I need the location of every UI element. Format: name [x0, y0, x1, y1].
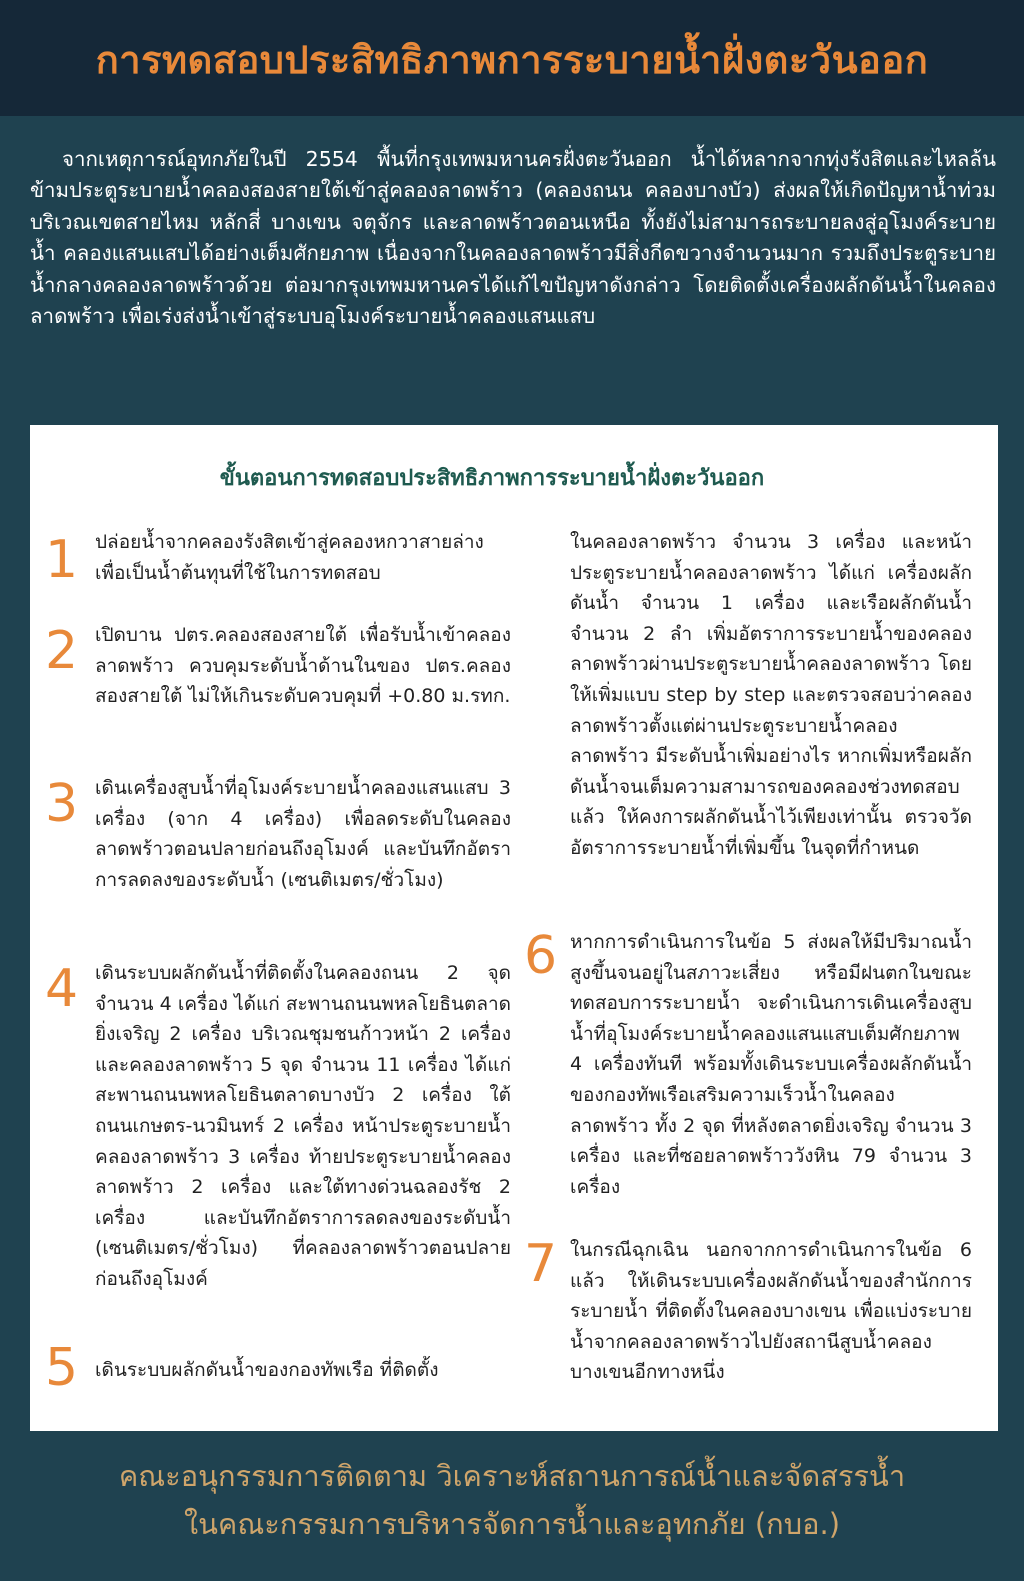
step-5-continued — [570, 527, 972, 864]
footer — [0, 1452, 1024, 1548]
step-1 — [45, 527, 511, 590]
step-2 — [45, 620, 511, 712]
step-7 — [524, 1234, 972, 1388]
panel-title: ขั้นตอนการทดสอบประสิทธิภาพการระบายน้ำฝั่งตะวันออก — [219, 466, 765, 491]
step-4 — [45, 958, 511, 1295]
step-text: ปล่อยน้ำจากคลองรังสิตเข้าสู่คลองหกวาสายล่าง เพื่อเป็นน้ำต้นทุนที่ใช้ในการทดสอบ — [95, 531, 484, 584]
step-number: 4 — [45, 959, 79, 1019]
footer-line-1: คณะอนุกรรมการติดตาม วิเคราะห์สถานการณ์น้ำและจัดสรรน้ำ — [118, 1459, 906, 1493]
page-title: การทดสอบประสิทธิภาพการระบายน้ำฝั่งตะวันออก — [95, 38, 929, 82]
step-text: หากการดำเนินการในข้อ 5 ส่งผลให้มีปริมาณน้ำสูงขึ้นจนอยู่ในสภาวะเสี่ยง หรือมีฝนตกในขณะทดสอบการระบายน้ำ จะดำเนินการเดินเครื่องสูบน้ำที่อุโมงค์ระบายน้ำคลองแสนแสบเต็มศักยภาพ 4 เครื่องทันที พร้อมทั้งเดินระบบเครื่องผลักดันน้ำของกองทัพเรือเสริมความเร็วน้ำในคลองลาดพร้าว ทั้ง 2 จุด ที่หลังตลาดยิ่งเจริญ จำนวน 3 เครื่อง และที่ซอยลาดพร้าววังหิน 79 จำนวน 3 เครื่อง — [570, 931, 972, 1198]
step-3 — [45, 773, 511, 895]
step-text: เดินเครื่องสูบน้ำที่อุโมงค์ระบายน้ำคลองแสนแสบ 3 เครื่อง (จาก 4 เครื่อง) เพื่อลดระดับในคลองลาดพร้าวตอนปลายก่อนถึงอุโมงค์ และบันทึกอัตราการลดลงของระดับน้ำ (เซนติเมตร/ชั่วโมง) — [95, 777, 511, 891]
step-number: 7 — [524, 1234, 558, 1294]
step-5 — [45, 1338, 511, 1398]
step-number: 2 — [45, 621, 79, 681]
step-text: ในคลองลาดพร้าว จำนวน 3 เครื่อง และหน้าประตูระบายน้ำคลองลาดพร้าว ได้แก่ เครื่องผลักดันน้ำ จำนวน 1 เครื่อง และเรือผลักดันน้ำ จำนวน 2 ลำ เพิ่มอัตราการระบายน้ำของคลองลาดพร้าวผ่านประตูระบายน้ำคลองลาดพร้าว โดยให้เพิ่มแบบ step by step และตรวจสอบว่าคลองลาดพร้าวตั้งแต่ผ่านประตูระบายน้ำคลองลาดพร้าว มีระดับน้ำเพิ่มอย่างไร หากเพิ่มหรือผลักดันน้ำจนเต็มความสามารถของคลองช่วงทดสอบแล้ว ให้คงการผลักดันน้ำไว้เพียงเท่านั้น ตรวจวัดอัตราการระบายน้ำที่เพิ่มขึ้น ในจุดที่กำหนด — [570, 531, 972, 859]
step-text: ในกรณีฉุกเฉิน นอกจากการดำเนินการในข้อ 6 แล้ว ให้เดินระบบเครื่องผลักดันน้ำของสำนักการระบายน้ำ ที่ติดตั้งในคลองบางเขน เพื่อแบ่งระบายน้ำจากคลองลาดพร้าวไปยังสถานีสูบน้ำคลองบางเขนอีกทางหนึ่ง — [570, 1239, 972, 1384]
intro-paragraph — [30, 144, 996, 332]
footer-line-2: ในคณะกรรมการบริหารจัดการน้ำและอุทกภัย (กบอ.) — [183, 1507, 841, 1541]
intro-text: จากเหตุการณ์อุทกภัยในปี 2554 พื้นที่กรุงเทพมหานครฝั่งตะวันออก น้ำได้หลากจากทุ่งรังสิตและไหลล้นข้ามประตูระบายน้ำคลองสองสายใต้เข้าสู่คลองลาดพร้าว (คลองถนน คลองบางบัว) ส่งผลให้เกิดปัญหาน้ำท่วมบริเวณเขตสายไหม หลักสี่ บางเขน จตุจักร และลาดพร้าวตอนเหนือ ทั้งยังไม่สามารถระบายลงสู่อุโมงค์ระบายน้ำ คลองแสนแสบได้อย่างเต็มศักยภาพ เนื่องจากในคลองลาดพร้าวมีสิ่งกีดขวางจำนวนมาก รวมถึงประตูระบายน้ำกลางคลองลาดพร้าวด้วย ต่อมากรุงเทพมหานครได้แก้ไขปัญหาดังกล่าว โดยติดตั้งเครื่องผลักดันน้ำในคลองลาดพร้าว เพื่อเร่งส่งน้ำเข้าสู่ระบบอุโมงค์ระบายน้ำคลองแสนแสบ — [30, 147, 996, 329]
step-number: 1 — [45, 530, 79, 590]
step-number: 5 — [45, 1338, 79, 1398]
step-6 — [524, 926, 972, 1202]
step-text: เดินระบบผลักดันน้ำที่ติดตั้งในคลองถนน 2 จุด จำนวน 4 เครื่อง ได้แก่ สะพานถนนพหลโยธินตลาดยิ่งเจริญ 2 เครื่อง บริเวณชุมชนก้าวหน้า 2 เครื่อง และคลองลาดพร้าว 5 จุด จำนวน 11 เครื่อง ได้แก่ สะพานถนนพหลโยธินตลาดบางบัว 2 เครื่อง ใต้ถนนเกษตร-นวมินทร์ 2 เครื่อง หน้าประตูระบายน้ำคลองลาดพร้าว 3 เครื่อง ท้ายประตูระบายน้ำคลองลาดพร้าว 2 เครื่อง และใต้ทางด่วนฉลองรัช 2 เครื่อง และบันทึกอัตราการลดลงของระดับน้ำ (เซนติเมตร/ชั่วโมง) ที่คลองลาดพร้าวตอนปลายก่อนถึงอุโมงค์ — [95, 962, 511, 1290]
step-text: เดินระบบผลักดันน้ำของกองทัพเรือ ที่ติดตั้ง — [95, 1359, 439, 1381]
step-number: 3 — [45, 774, 79, 834]
step-number: 6 — [524, 926, 558, 986]
step-text: เปิดบาน ปตร.คลองสองสายใต้ เพื่อรับน้ำเข้าคลองลาดพร้าว ควบคุมระดับน้ำด้านในของ ปตร.คลองสองสายใต้ ไม่ให้เกินระดับควบคุมที่ +0.80 ม.รทก. — [95, 624, 511, 708]
